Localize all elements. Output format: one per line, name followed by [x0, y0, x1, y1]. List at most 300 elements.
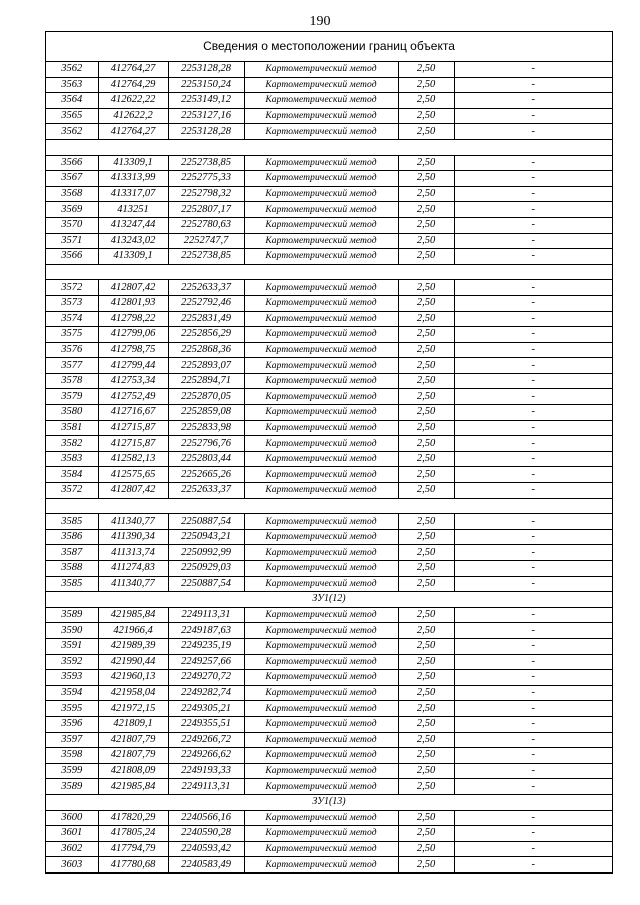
- point-number-cell: 3585: [46, 514, 98, 530]
- section-label: ЗУ1(12): [46, 592, 612, 608]
- method-cell: Картометрический метод: [244, 483, 398, 499]
- table-row: [46, 685, 612, 701]
- accuracy-cell: 2,50: [398, 810, 454, 826]
- note-cell: -: [454, 451, 612, 467]
- note-cell: -: [454, 77, 612, 93]
- method-cell: Картометрический метод: [244, 77, 398, 93]
- method-cell: Картометрический метод: [244, 732, 398, 748]
- point-number-cell: 3577: [46, 358, 98, 374]
- accuracy-cell: 2,50: [398, 171, 454, 187]
- note-cell: -: [454, 732, 612, 748]
- method-cell: Картометрический метод: [244, 514, 398, 530]
- method-cell: Картометрический метод: [244, 358, 398, 374]
- table-row: [46, 202, 612, 218]
- point-number-cell: 3585: [46, 576, 98, 592]
- accuracy-cell: 2,50: [398, 545, 454, 561]
- y-coordinate-cell: 2252775,33: [168, 171, 244, 187]
- table-row: [46, 483, 612, 499]
- accuracy-cell: 2,50: [398, 623, 454, 639]
- y-coordinate-cell: 2250929,03: [168, 561, 244, 577]
- method-cell: Картометрический метод: [244, 295, 398, 311]
- x-coordinate-cell: 412752,49: [98, 389, 168, 405]
- x-coordinate-cell: 411274,83: [98, 561, 168, 577]
- x-coordinate-cell: 413247,44: [98, 217, 168, 233]
- table-row: [46, 295, 612, 311]
- method-cell: Картометрический метод: [244, 373, 398, 389]
- y-coordinate-cell: 2250887,54: [168, 576, 244, 592]
- method-cell: Картометрический метод: [244, 186, 398, 202]
- point-number-cell: 3573: [46, 295, 98, 311]
- table-row: [46, 529, 612, 545]
- method-cell: Картометрический метод: [244, 779, 398, 795]
- method-cell: Картометрический метод: [244, 155, 398, 171]
- x-coordinate-cell: 411313,74: [98, 545, 168, 561]
- method-cell: Картометрический метод: [244, 685, 398, 701]
- note-cell: -: [454, 483, 612, 499]
- note-cell: -: [454, 545, 612, 561]
- coordinates-table: [46, 62, 612, 873]
- note-cell: -: [454, 155, 612, 171]
- table-row: [46, 623, 612, 639]
- accuracy-cell: 2,50: [398, 77, 454, 93]
- note-cell: -: [454, 638, 612, 654]
- method-cell: Картометрический метод: [244, 763, 398, 779]
- accuracy-cell: 2,50: [398, 389, 454, 405]
- table-row: [46, 327, 612, 343]
- table-row: [46, 545, 612, 561]
- table-row: [46, 311, 612, 327]
- accuracy-cell: 2,50: [398, 841, 454, 857]
- method-cell: Картометрический метод: [244, 576, 398, 592]
- point-number-cell: 3575: [46, 327, 98, 343]
- table-row: [46, 124, 612, 140]
- table-row: [46, 420, 612, 436]
- y-coordinate-cell: 2253128,28: [168, 124, 244, 140]
- method-cell: Картометрический метод: [244, 342, 398, 358]
- y-coordinate-cell: 2252633,37: [168, 483, 244, 499]
- note-cell: -: [454, 373, 612, 389]
- x-coordinate-cell: 412764,27: [98, 124, 168, 140]
- table-row: [46, 171, 612, 187]
- table-row: [46, 748, 612, 764]
- method-cell: Картометрический метод: [244, 467, 398, 483]
- point-number-cell: 3569: [46, 202, 98, 218]
- table-row: [46, 249, 612, 265]
- note-cell: -: [454, 514, 612, 530]
- note-cell: -: [454, 561, 612, 577]
- table-row: [46, 358, 612, 374]
- x-coordinate-cell: 413243,02: [98, 233, 168, 249]
- point-number-cell: 3591: [46, 638, 98, 654]
- point-number-cell: 3578: [46, 373, 98, 389]
- x-coordinate-cell: 421808,09: [98, 763, 168, 779]
- note-cell: -: [454, 358, 612, 374]
- method-cell: Картометрический метод: [244, 124, 398, 140]
- method-cell: Картометрический метод: [244, 841, 398, 857]
- accuracy-cell: 2,50: [398, 451, 454, 467]
- note-cell: -: [454, 623, 612, 639]
- x-coordinate-cell: 413251: [98, 202, 168, 218]
- x-coordinate-cell: 411340,77: [98, 514, 168, 530]
- note-cell: -: [454, 108, 612, 124]
- note-cell: -: [454, 529, 612, 545]
- point-number-cell: 3597: [46, 732, 98, 748]
- x-coordinate-cell: 413309,1: [98, 249, 168, 265]
- accuracy-cell: 2,50: [398, 405, 454, 421]
- note-cell: -: [454, 748, 612, 764]
- x-coordinate-cell: 412715,87: [98, 436, 168, 452]
- method-cell: Картометрический метод: [244, 249, 398, 265]
- section-label-row: [46, 794, 612, 810]
- x-coordinate-cell: 421809,1: [98, 716, 168, 732]
- accuracy-cell: 2,50: [398, 327, 454, 343]
- note-cell: -: [454, 810, 612, 826]
- point-number-cell: 3588: [46, 561, 98, 577]
- separator-cell: [46, 498, 612, 514]
- y-coordinate-cell: 2250887,54: [168, 514, 244, 530]
- table-row: [46, 436, 612, 452]
- separator-cell: [46, 139, 612, 155]
- table-row: [46, 857, 612, 873]
- note-cell: -: [454, 186, 612, 202]
- y-coordinate-cell: 2252870,05: [168, 389, 244, 405]
- accuracy-cell: 2,50: [398, 342, 454, 358]
- method-cell: Картометрический метод: [244, 623, 398, 639]
- coordinates-table-body: [46, 62, 612, 872]
- point-number-cell: 3568: [46, 186, 98, 202]
- y-coordinate-cell: 2252803,44: [168, 451, 244, 467]
- note-cell: -: [454, 670, 612, 686]
- method-cell: Картометрический метод: [244, 857, 398, 873]
- accuracy-cell: 2,50: [398, 233, 454, 249]
- accuracy-cell: 2,50: [398, 436, 454, 452]
- note-cell: -: [454, 826, 612, 842]
- y-coordinate-cell: 2252893,07: [168, 358, 244, 374]
- note-cell: -: [454, 171, 612, 187]
- point-number-cell: 3587: [46, 545, 98, 561]
- method-cell: Картометрический метод: [244, 670, 398, 686]
- y-coordinate-cell: 2252798,32: [168, 186, 244, 202]
- x-coordinate-cell: 421958,04: [98, 685, 168, 701]
- method-cell: Картометрический метод: [244, 810, 398, 826]
- point-number-cell: 3574: [46, 311, 98, 327]
- method-cell: Картометрический метод: [244, 654, 398, 670]
- accuracy-cell: 2,50: [398, 217, 454, 233]
- method-cell: Картометрический метод: [244, 217, 398, 233]
- x-coordinate-cell: 412622,22: [98, 93, 168, 109]
- y-coordinate-cell: 2249282,74: [168, 685, 244, 701]
- accuracy-cell: 2,50: [398, 514, 454, 530]
- point-number-cell: 3583: [46, 451, 98, 467]
- method-cell: Картометрический метод: [244, 233, 398, 249]
- point-number-cell: 3590: [46, 623, 98, 639]
- note-cell: -: [454, 233, 612, 249]
- point-number-cell: 3603: [46, 857, 98, 873]
- accuracy-cell: 2,50: [398, 779, 454, 795]
- note-cell: -: [454, 779, 612, 795]
- method-cell: Картометрический метод: [244, 826, 398, 842]
- x-coordinate-cell: 413309,1: [98, 155, 168, 171]
- note-cell: -: [454, 436, 612, 452]
- point-number-cell: 3589: [46, 607, 98, 623]
- accuracy-cell: 2,50: [398, 186, 454, 202]
- y-coordinate-cell: 2252747,7: [168, 233, 244, 249]
- note-cell: -: [454, 217, 612, 233]
- accuracy-cell: 2,50: [398, 483, 454, 499]
- y-coordinate-cell: 2252796,76: [168, 436, 244, 452]
- x-coordinate-cell: 417780,68: [98, 857, 168, 873]
- method-cell: Картометрический метод: [244, 171, 398, 187]
- table-row: [46, 701, 612, 717]
- y-coordinate-cell: 2249305,21: [168, 701, 244, 717]
- x-coordinate-cell: 412799,44: [98, 358, 168, 374]
- table-row: [46, 155, 612, 171]
- accuracy-cell: 2,50: [398, 62, 454, 77]
- accuracy-cell: 2,50: [398, 124, 454, 140]
- method-cell: Картометрический метод: [244, 748, 398, 764]
- x-coordinate-cell: 412764,27: [98, 62, 168, 77]
- table-row: [46, 373, 612, 389]
- accuracy-cell: 2,50: [398, 420, 454, 436]
- point-number-cell: 3589: [46, 779, 98, 795]
- method-cell: Картометрический метод: [244, 108, 398, 124]
- x-coordinate-cell: 412582,13: [98, 451, 168, 467]
- table-row: [46, 576, 612, 592]
- accuracy-cell: 2,50: [398, 295, 454, 311]
- y-coordinate-cell: 2249355,51: [168, 716, 244, 732]
- x-coordinate-cell: 412764,29: [98, 77, 168, 93]
- y-coordinate-cell: 2249113,31: [168, 607, 244, 623]
- method-cell: Картометрический метод: [244, 529, 398, 545]
- table-row: [46, 607, 612, 623]
- method-cell: Картометрический метод: [244, 545, 398, 561]
- boundary-table-sheet: [45, 31, 613, 874]
- y-coordinate-cell: 2252792,46: [168, 295, 244, 311]
- y-coordinate-cell: 2252831,49: [168, 311, 244, 327]
- method-cell: Картометрический метод: [244, 701, 398, 717]
- accuracy-cell: 2,50: [398, 826, 454, 842]
- table-row: [46, 451, 612, 467]
- x-coordinate-cell: 421989,39: [98, 638, 168, 654]
- accuracy-cell: 2,50: [398, 576, 454, 592]
- y-coordinate-cell: 2250992,99: [168, 545, 244, 561]
- note-cell: -: [454, 342, 612, 358]
- separator-cell: [46, 264, 612, 280]
- method-cell: Картометрический метод: [244, 607, 398, 623]
- point-number-cell: 3602: [46, 841, 98, 857]
- point-number-cell: 3584: [46, 467, 98, 483]
- y-coordinate-cell: 2253127,16: [168, 108, 244, 124]
- x-coordinate-cell: 417820,29: [98, 810, 168, 826]
- x-coordinate-cell: 412622,2: [98, 108, 168, 124]
- table-row: [46, 763, 612, 779]
- method-cell: Картометрический метод: [244, 93, 398, 109]
- method-cell: Картометрический метод: [244, 311, 398, 327]
- table-row: [46, 93, 612, 109]
- accuracy-cell: 2,50: [398, 670, 454, 686]
- table-row: [46, 841, 612, 857]
- accuracy-cell: 2,50: [398, 155, 454, 171]
- point-number-cell: 3595: [46, 701, 98, 717]
- point-number-cell: 3579: [46, 389, 98, 405]
- accuracy-cell: 2,50: [398, 732, 454, 748]
- table-row: [46, 561, 612, 577]
- note-cell: -: [454, 93, 612, 109]
- accuracy-cell: 2,50: [398, 763, 454, 779]
- method-cell: Картометрический метод: [244, 638, 398, 654]
- y-coordinate-cell: 2249235,19: [168, 638, 244, 654]
- table-separator-row: [46, 498, 612, 514]
- note-cell: -: [454, 280, 612, 296]
- y-coordinate-cell: 2252807,17: [168, 202, 244, 218]
- table-separator-row: [46, 139, 612, 155]
- table-header: Сведения о местоположении границ объекта: [46, 32, 612, 62]
- note-cell: -: [454, 389, 612, 405]
- x-coordinate-cell: 412753,34: [98, 373, 168, 389]
- method-cell: Картометрический метод: [244, 716, 398, 732]
- table-row: [46, 810, 612, 826]
- point-number-cell: 3596: [46, 716, 98, 732]
- accuracy-cell: 2,50: [398, 108, 454, 124]
- note-cell: -: [454, 202, 612, 218]
- y-coordinate-cell: 2252633,37: [168, 280, 244, 296]
- table-row: [46, 467, 612, 483]
- accuracy-cell: 2,50: [398, 373, 454, 389]
- y-coordinate-cell: 2252738,85: [168, 155, 244, 171]
- point-number-cell: 3562: [46, 124, 98, 140]
- y-coordinate-cell: 2240593,42: [168, 841, 244, 857]
- table-row: [46, 62, 612, 77]
- table-row: [46, 280, 612, 296]
- accuracy-cell: 2,50: [398, 716, 454, 732]
- point-number-cell: 3599: [46, 763, 98, 779]
- method-cell: Картометрический метод: [244, 451, 398, 467]
- note-cell: -: [454, 420, 612, 436]
- accuracy-cell: 2,50: [398, 561, 454, 577]
- accuracy-cell: 2,50: [398, 467, 454, 483]
- x-coordinate-cell: 411340,77: [98, 576, 168, 592]
- point-number-cell: 3571: [46, 233, 98, 249]
- y-coordinate-cell: 2249113,31: [168, 779, 244, 795]
- table-row: [46, 342, 612, 358]
- x-coordinate-cell: 412575,65: [98, 467, 168, 483]
- accuracy-cell: 2,50: [398, 280, 454, 296]
- x-coordinate-cell: 421985,84: [98, 607, 168, 623]
- y-coordinate-cell: 2253150,24: [168, 77, 244, 93]
- note-cell: -: [454, 249, 612, 265]
- y-coordinate-cell: 2252894,71: [168, 373, 244, 389]
- accuracy-cell: 2,50: [398, 311, 454, 327]
- note-cell: -: [454, 311, 612, 327]
- note-cell: -: [454, 405, 612, 421]
- table-row: [46, 514, 612, 530]
- accuracy-cell: 2,50: [398, 654, 454, 670]
- x-coordinate-cell: 412799,06: [98, 327, 168, 343]
- x-coordinate-cell: 413313,99: [98, 171, 168, 187]
- point-number-cell: 3567: [46, 171, 98, 187]
- point-number-cell: 3564: [46, 93, 98, 109]
- point-number-cell: 3566: [46, 249, 98, 265]
- x-coordinate-cell: 421807,79: [98, 732, 168, 748]
- point-number-cell: 3600: [46, 810, 98, 826]
- table-row: [46, 217, 612, 233]
- y-coordinate-cell: 2252868,36: [168, 342, 244, 358]
- point-number-cell: 3593: [46, 670, 98, 686]
- y-coordinate-cell: 2252738,85: [168, 249, 244, 265]
- y-coordinate-cell: 2240583,49: [168, 857, 244, 873]
- point-number-cell: 3572: [46, 483, 98, 499]
- table-row: [46, 638, 612, 654]
- x-coordinate-cell: 417805,24: [98, 826, 168, 842]
- accuracy-cell: 2,50: [398, 638, 454, 654]
- method-cell: Картометрический метод: [244, 389, 398, 405]
- accuracy-cell: 2,50: [398, 358, 454, 374]
- note-cell: -: [454, 654, 612, 670]
- y-coordinate-cell: 2249270,72: [168, 670, 244, 686]
- y-coordinate-cell: 2253128,28: [168, 62, 244, 77]
- table-row: [46, 186, 612, 202]
- point-number-cell: 3581: [46, 420, 98, 436]
- table-row: [46, 716, 612, 732]
- method-cell: Картометрический метод: [244, 561, 398, 577]
- point-number-cell: 3601: [46, 826, 98, 842]
- y-coordinate-cell: 2250943,21: [168, 529, 244, 545]
- table-row: [46, 77, 612, 93]
- point-number-cell: 3586: [46, 529, 98, 545]
- y-coordinate-cell: 2240590,28: [168, 826, 244, 842]
- accuracy-cell: 2,50: [398, 202, 454, 218]
- x-coordinate-cell: 421960,13: [98, 670, 168, 686]
- y-coordinate-cell: 2252859,08: [168, 405, 244, 421]
- y-coordinate-cell: 2249187,63: [168, 623, 244, 639]
- method-cell: Картометрический метод: [244, 436, 398, 452]
- table-row: [46, 389, 612, 405]
- point-number-cell: 3563: [46, 77, 98, 93]
- note-cell: -: [454, 467, 612, 483]
- y-coordinate-cell: 2240566,16: [168, 810, 244, 826]
- point-number-cell: 3562: [46, 62, 98, 77]
- note-cell: -: [454, 685, 612, 701]
- table-row: [46, 826, 612, 842]
- section-label: ЗУ1(13): [46, 794, 612, 810]
- x-coordinate-cell: 411390,34: [98, 529, 168, 545]
- section-label-row: [46, 592, 612, 608]
- method-cell: Картометрический метод: [244, 327, 398, 343]
- note-cell: -: [454, 763, 612, 779]
- note-cell: -: [454, 124, 612, 140]
- x-coordinate-cell: 421985,84: [98, 779, 168, 795]
- y-coordinate-cell: 2249266,72: [168, 732, 244, 748]
- note-cell: -: [454, 62, 612, 77]
- point-number-cell: 3566: [46, 155, 98, 171]
- method-cell: Картометрический метод: [244, 420, 398, 436]
- accuracy-cell: 2,50: [398, 857, 454, 873]
- accuracy-cell: 2,50: [398, 529, 454, 545]
- accuracy-cell: 2,50: [398, 701, 454, 717]
- x-coordinate-cell: 412807,42: [98, 280, 168, 296]
- accuracy-cell: 2,50: [398, 685, 454, 701]
- table-row: [46, 670, 612, 686]
- y-coordinate-cell: 2249257,66: [168, 654, 244, 670]
- accuracy-cell: 2,50: [398, 607, 454, 623]
- method-cell: Картометрический метод: [244, 280, 398, 296]
- y-coordinate-cell: 2252833,98: [168, 420, 244, 436]
- note-cell: -: [454, 327, 612, 343]
- table-row: [46, 108, 612, 124]
- y-coordinate-cell: 2249193,33: [168, 763, 244, 779]
- note-cell: -: [454, 857, 612, 873]
- point-number-cell: 3592: [46, 654, 98, 670]
